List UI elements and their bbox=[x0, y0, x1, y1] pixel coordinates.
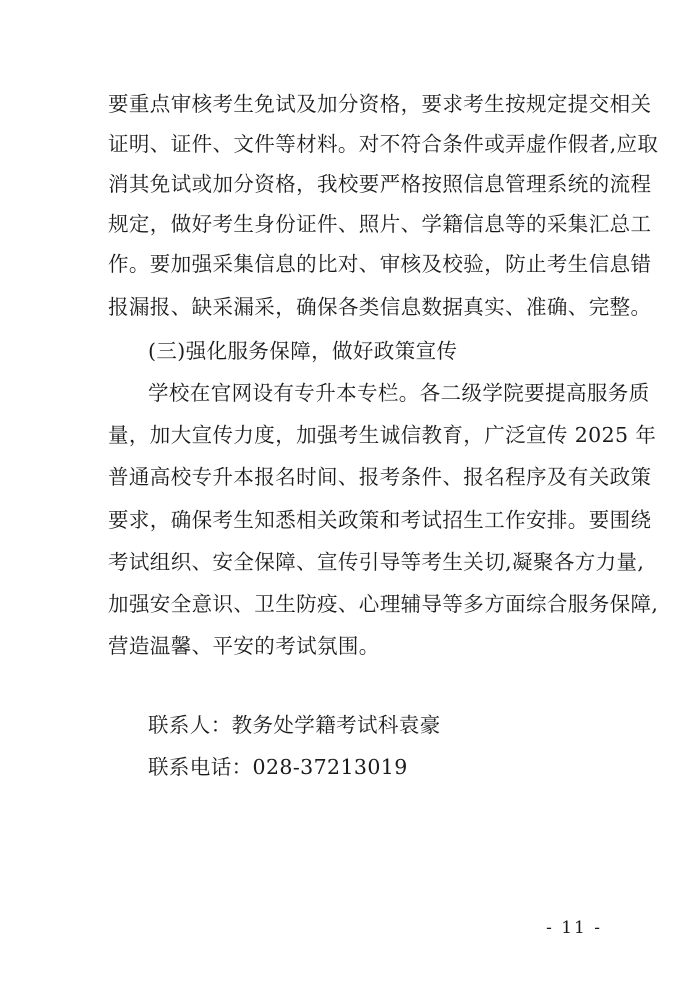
contact-phone: 联系电话：028-37213019 bbox=[148, 755, 408, 779]
paragraph-line: 量，加大宣传力度，加强考生诚信教育，广泛宣传 2025 年 bbox=[108, 423, 657, 447]
paragraph-line: 学校在官网设有专升本专栏。各二级学院要提高服务质 bbox=[148, 381, 650, 405]
paragraph-line: 消其免试或加分资格，我校要严格按照信息管理系统的流程 bbox=[108, 172, 652, 196]
section-heading: (三)强化服务保障，做好政策宣传 bbox=[148, 339, 458, 363]
contact-person: 联系人：教务处学籍考试科袁豪 bbox=[148, 713, 441, 737]
paragraph-line: 加强安全意识、卫生防疫、心理辅导等多方面综合服务保障, bbox=[108, 592, 659, 616]
paragraph-line: 证明、证件、文件等材料。对不符合条件或弄虚作假者,应取 bbox=[108, 132, 659, 156]
paragraph-line: 考试组织、安全保障、宣传引导等考生关切,凝聚各方力量, bbox=[108, 550, 645, 574]
paragraph-line: 报漏报、缺采漏采，确保各类信息数据真实、准确、完整。 bbox=[108, 295, 652, 319]
paragraph-line: 营造温馨、平安的考试氛围。 bbox=[108, 634, 380, 658]
paragraph-line: 要求，确保考生知悉相关政策和考试招生工作安排。要围绕 bbox=[108, 508, 652, 532]
paragraph-line: 规定，做好考生身份证件、照片、学籍信息等的采集汇总工 bbox=[108, 212, 652, 236]
paragraph-line: 普通高校专升本报名时间、报考条件、报名程序及有关政策 bbox=[108, 465, 652, 489]
paragraph-line: 要重点审核考生免试及加分资格，要求考生按规定提交相关 bbox=[108, 92, 652, 116]
paragraph-line: 作。要加强采集信息的比对、审核及校验，防止考生信息错 bbox=[108, 252, 652, 276]
page-number: - 11 - bbox=[546, 918, 602, 938]
